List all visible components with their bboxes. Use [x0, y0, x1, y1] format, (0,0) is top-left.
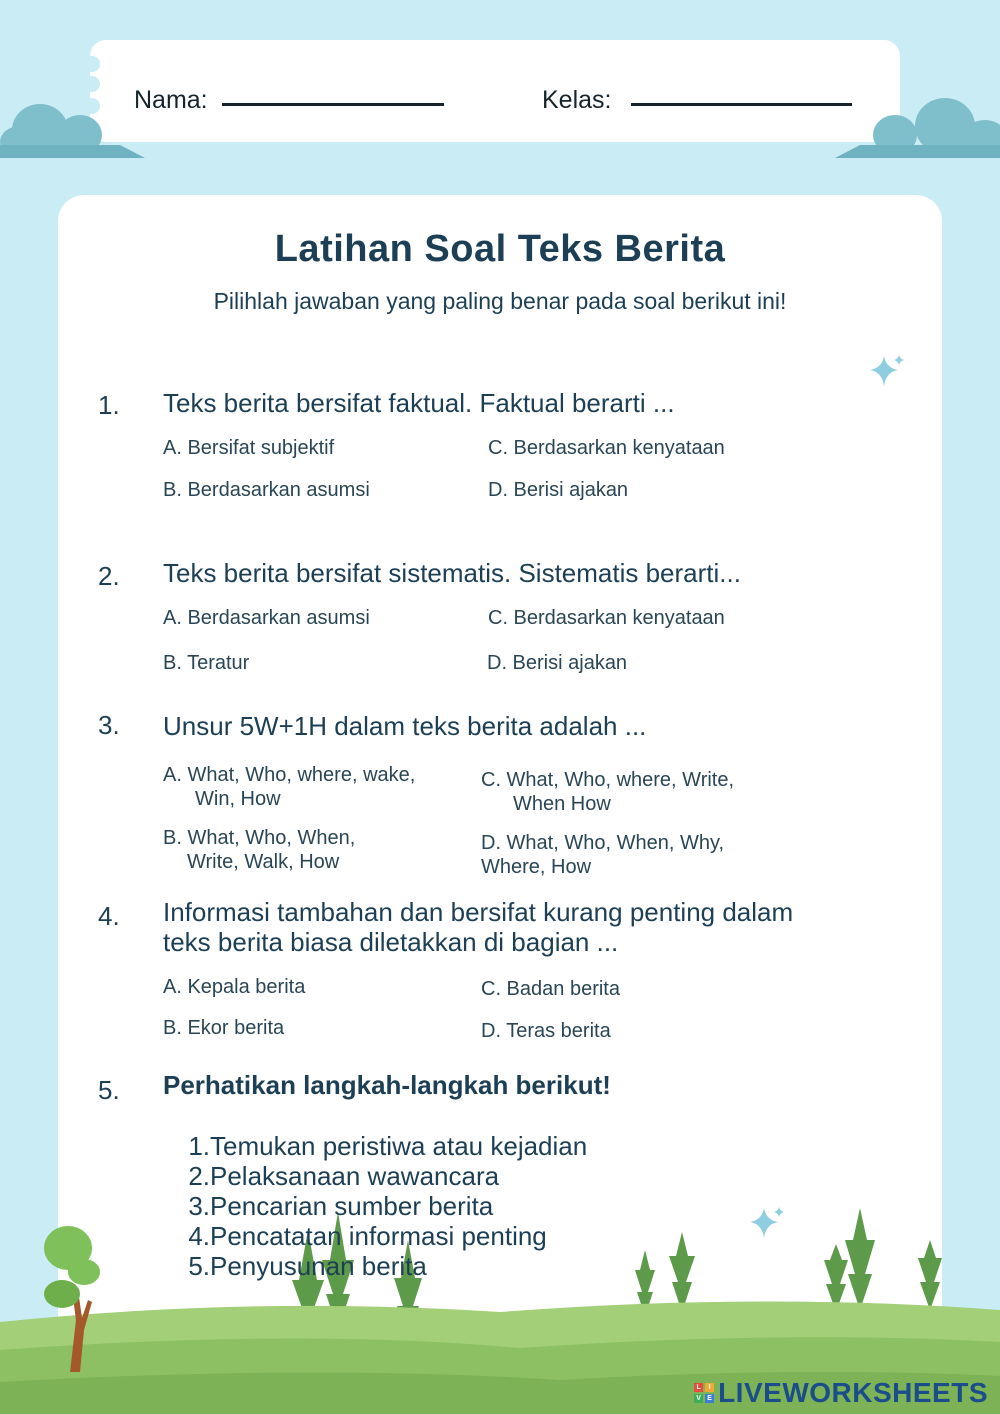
step-text: Penyusunan berita: [210, 1251, 427, 1281]
question-5-number: 5.: [98, 1075, 120, 1105]
question-3-option-c[interactable]: [481, 768, 734, 816]
question-4-option-d[interactable]: D. Teras berita: [481, 1020, 611, 1042]
step-item: [180, 1221, 587, 1251]
header-card: [90, 40, 900, 142]
question-1-option-c[interactable]: C. Berdasarkan kenyataan: [488, 437, 725, 459]
step-text: Temukan peristiwa atau kejadian: [210, 1131, 588, 1161]
worksheet-instruction: Pilihlah jawaban yang paling benar pada soal berikut ini!: [213, 288, 787, 314]
liveworksheets-logo[interactable]: [694, 1378, 988, 1408]
logo-letter: L: [694, 1383, 703, 1392]
question-2-number: 2.: [98, 561, 120, 591]
step-item: [180, 1161, 587, 1191]
step-number: 3.: [188, 1191, 210, 1221]
step-number: 4.: [188, 1221, 210, 1251]
question-1-number: 1.: [98, 390, 120, 420]
question-5-text: Perhatikan langkah-langkah berikut!: [163, 1070, 611, 1100]
question-text-line: Informasi tambahan dan bersifat kurang penting dalam: [163, 897, 794, 927]
question-text-line: teks berita biasa diletakkan di bagian ...: [163, 927, 619, 957]
step-text: Pencarian sumber berita: [210, 1191, 494, 1221]
option-line: B. What, Who, When,: [163, 827, 356, 849]
question-1-text: Teks berita bersifat faktual. Faktual berarti ...: [163, 388, 675, 418]
class-input-line[interactable]: [631, 103, 852, 106]
question-2-option-a[interactable]: A. Berdasarkan asumsi: [163, 607, 370, 629]
option-line: C. What, Who, where, Write,: [481, 769, 735, 791]
option-line: When How: [513, 793, 611, 815]
option-line: Win, How: [195, 788, 281, 810]
logo-letter: E: [705, 1394, 714, 1403]
question-2-text: Teks berita bersifat sistematis. Sistematis berarti...: [163, 558, 741, 588]
question-3-option-a[interactable]: [163, 763, 415, 811]
step-number: 2.: [188, 1161, 210, 1191]
question-4-text: [163, 897, 793, 957]
step-item: [180, 1191, 587, 1221]
question-1-option-d[interactable]: D. Berisi ajakan: [488, 479, 629, 501]
steps-list: [180, 1131, 587, 1281]
option-line: D. What, Who, When, Why,: [481, 832, 725, 854]
question-4-option-b[interactable]: B. Ekor berita: [163, 1017, 285, 1039]
question-2-option-d[interactable]: D. Berisi ajakan: [487, 652, 628, 674]
question-4-number: 4.: [98, 901, 120, 931]
cloud-left-icon: [0, 90, 145, 160]
option-line: Write, Walk, How: [187, 851, 340, 873]
step-item: [180, 1131, 587, 1161]
step-text: Pelaksanaan wawancara: [210, 1161, 500, 1191]
question-1-option-a[interactable]: A. Bersifat subjektif: [163, 437, 335, 459]
question-3-option-b[interactable]: [163, 826, 355, 874]
header-notch: [84, 56, 100, 72]
question-3-option-d[interactable]: [481, 831, 724, 879]
name-label: Nama:: [134, 86, 208, 114]
question-1-option-b[interactable]: B. Berdasarkan asumsi: [163, 479, 370, 501]
option-line: A. What, Who, where, wake,: [163, 764, 416, 786]
question-4-option-c[interactable]: C. Badan berita: [481, 978, 620, 1000]
class-label: Kelas:: [542, 86, 612, 114]
step-number: 1.: [188, 1131, 210, 1161]
question-4-option-a[interactable]: A. Kepala berita: [163, 976, 306, 998]
question-2-option-b[interactable]: B. Teratur: [163, 652, 250, 674]
question-3-number: 3.: [98, 710, 120, 740]
sparkle-icon: [866, 354, 906, 390]
logo-grid-icon: [694, 1383, 714, 1403]
logo-letter: V: [694, 1394, 703, 1403]
name-input-line[interactable]: [222, 103, 444, 106]
step-text: Pencatatan informasi penting: [210, 1221, 547, 1251]
option-line: Where, How: [481, 856, 592, 878]
logo-text: LIVEWORKSHEETS: [718, 1377, 988, 1408]
question-3-text: Unsur 5W+1H dalam teks berita adalah ...: [163, 711, 647, 741]
cloud-right-icon: [835, 90, 1000, 160]
worksheet-title: Latihan Soal Teks Berita: [274, 228, 726, 270]
logo-letter: I: [705, 1383, 714, 1392]
step-item: [180, 1251, 587, 1281]
question-2-option-c[interactable]: C. Berdasarkan kenyataan: [488, 607, 725, 629]
step-number: 5.: [188, 1251, 210, 1281]
